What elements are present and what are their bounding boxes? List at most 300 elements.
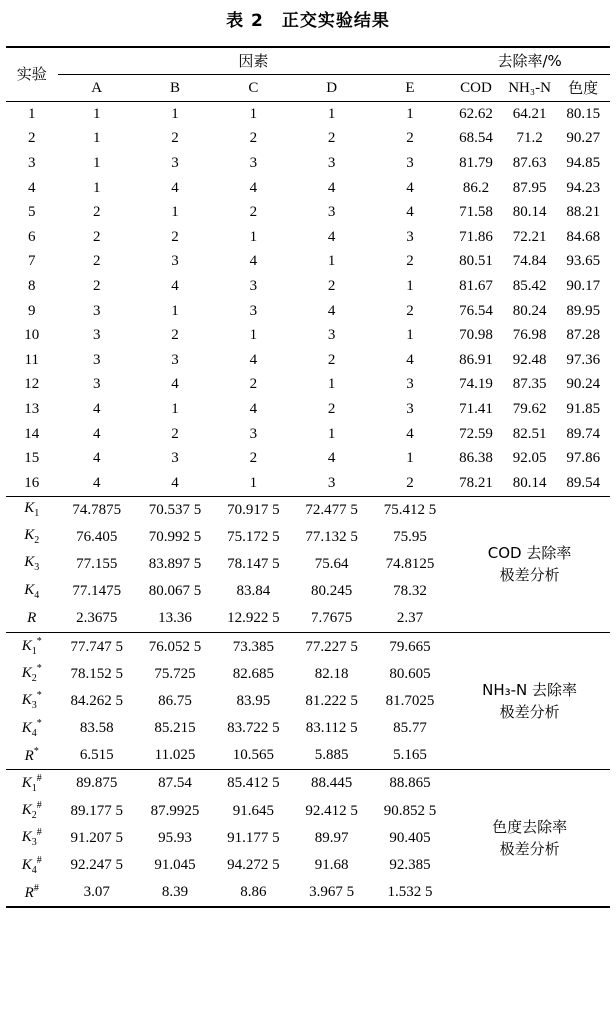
stat-value: 77.747 5	[70, 638, 123, 655]
experiment-number: 2	[28, 130, 36, 147]
table-row	[6, 200, 610, 225]
factor-level: 4	[249, 253, 258, 270]
factor-level: 4	[327, 302, 336, 319]
factor-level: 3	[171, 253, 179, 270]
stat-label	[6, 879, 58, 907]
factor-col-header: D	[326, 79, 338, 96]
stat-symbol: R	[24, 748, 34, 765]
stat-value: 70.917 5	[227, 501, 280, 518]
factor-level: 4	[406, 179, 414, 196]
analysis-label	[449, 496, 610, 633]
factor-level: 1	[92, 105, 101, 122]
factor-level: 2	[171, 130, 179, 147]
factor-level: 1	[249, 327, 258, 344]
stat-value: 70.537 5	[148, 501, 202, 518]
analysis-label-line: NH₃-N 去除率	[482, 681, 578, 700]
stat-value: 91.207 5	[70, 829, 123, 846]
stat-value: 2.3675	[76, 610, 118, 627]
factor-level: 3	[171, 351, 179, 368]
stat-value: 91.645	[232, 802, 274, 819]
stat-value: 78.152 5	[70, 665, 123, 682]
removal-rate: 92.05	[512, 450, 547, 467]
factor-level: 1	[92, 130, 101, 147]
stat-label	[6, 688, 58, 715]
factor-level: 3	[92, 327, 101, 344]
factor-level: 3	[92, 302, 101, 319]
table-title: 表 2 正交实验结果	[226, 11, 390, 31]
removal-rate: 82.51	[512, 425, 547, 442]
factor-level: 4	[406, 351, 414, 368]
stat-superscript: #	[36, 827, 42, 839]
factor-level: 2	[92, 253, 101, 270]
stat-superscript: #	[33, 883, 39, 895]
stat-superscript: #	[36, 800, 42, 812]
stat-symbol: K	[21, 719, 32, 736]
factor-level: 3	[171, 450, 179, 467]
stat-label	[6, 661, 58, 688]
stat-symbol: R	[24, 885, 34, 902]
factor-level: 1	[406, 105, 414, 122]
stat-value: 75.412 5	[383, 501, 437, 518]
removal-rate: 71.58	[459, 204, 493, 221]
stat-subscript: 2	[31, 673, 37, 685]
stat-symbol: K	[21, 692, 32, 709]
stat-subscript: 3	[34, 562, 40, 574]
stat-value: 92.385	[389, 857, 431, 874]
factor-level: 3	[92, 351, 101, 368]
experiment-header: 实验	[6, 47, 58, 102]
factor-level: 1	[249, 105, 258, 122]
removal-rate: 81.79	[459, 154, 493, 171]
removal-rate: 92.48	[512, 351, 547, 368]
removal-rate: 94.85	[566, 154, 601, 171]
removal-rate: 86.91	[459, 351, 493, 368]
stat-superscript: *	[36, 663, 42, 675]
analysis-label-line: 极差分析	[499, 840, 560, 859]
stat-value: 3.07	[83, 884, 110, 901]
stat-label	[6, 770, 58, 798]
factor-level: 3	[406, 376, 414, 393]
stat-superscript: *	[36, 717, 42, 729]
factor-level: 4	[249, 400, 258, 417]
removal-rate: 87.63	[512, 154, 547, 171]
stat-symbol: K	[21, 774, 32, 791]
experiment-number: 11	[24, 351, 39, 368]
stat-value: 89.875	[76, 775, 118, 792]
factor-level: 3	[406, 154, 414, 171]
removal-rate: 76.98	[512, 327, 547, 344]
removal-rate: 89.95	[566, 302, 601, 319]
removal-rate: 91.85	[566, 400, 601, 417]
removal-rate: 88.21	[566, 204, 601, 221]
stat-value: 70.992 5	[148, 528, 202, 545]
stat-value: 78.147 5	[227, 555, 280, 572]
factor-level: 4	[92, 450, 101, 467]
stat-value: 83.58	[79, 720, 114, 737]
stat-subscript: 1	[34, 508, 40, 520]
removal-rate: 87.28	[566, 327, 601, 344]
stat-label	[6, 633, 58, 661]
factor-level: 3	[249, 302, 258, 319]
stat-value: 92.247 5	[70, 857, 123, 874]
experiment-number: 3	[28, 154, 36, 171]
factor-level: 3	[406, 400, 414, 417]
removal-rate: 97.36	[566, 351, 601, 368]
stat-value: 78.32	[393, 583, 427, 600]
factor-col-header: E	[405, 79, 415, 96]
stat-label	[6, 524, 58, 551]
stat-value: 13.36	[158, 610, 192, 627]
removal-col-header: NH₃-N	[508, 79, 551, 96]
factor-level: 4	[249, 179, 258, 196]
table-row	[6, 274, 610, 299]
removal-col-header: COD	[460, 79, 492, 96]
stat-label	[6, 715, 58, 742]
stat-value: 83.84	[236, 583, 271, 600]
stat-subscript: 2	[31, 810, 37, 822]
factor-level: 3	[249, 277, 258, 294]
stat-subscript: 4	[34, 589, 40, 601]
stat-value: 8.39	[161, 884, 189, 901]
stat-value: 95.93	[158, 829, 192, 846]
factor-level: 4	[327, 228, 336, 245]
removal-rate: 90.24	[566, 376, 601, 393]
removal-rate: 90.17	[566, 277, 601, 294]
factor-level: 1	[92, 154, 101, 171]
stat-value: 10.565	[232, 747, 274, 764]
factor-level: 4	[171, 179, 179, 196]
experiment-number: 9	[28, 302, 36, 319]
table-row	[6, 250, 610, 275]
table-row	[6, 323, 610, 348]
removal-rate: 70.98	[459, 327, 493, 344]
factor-level: 2	[327, 277, 336, 294]
stat-value: 5.885	[314, 747, 349, 764]
experiment-number: 8	[28, 277, 36, 294]
stat-subscript: 1	[31, 646, 37, 658]
stat-value: 77.155	[76, 555, 118, 572]
removal-rate: 79.62	[512, 400, 547, 417]
removal-rate: 71.86	[459, 228, 493, 245]
factor-level: 3	[171, 154, 179, 171]
factor-level: 4	[327, 450, 336, 467]
stat-label	[6, 852, 58, 879]
stat-value: 76.405	[76, 528, 118, 545]
removal-rate: 89.74	[566, 425, 601, 442]
table-row	[6, 633, 610, 661]
stat-symbol: K	[24, 554, 35, 571]
experiment-number: 13	[24, 400, 40, 417]
analysis-label-line: 色度去除率	[492, 818, 568, 837]
stat-subscript: 3	[31, 837, 37, 849]
stat-value: 80.605	[389, 665, 431, 682]
factor-col-header: B	[170, 79, 181, 96]
factor-level: 3	[249, 154, 258, 171]
experiment-number: 10	[24, 327, 40, 344]
removal-rate: 64.21	[512, 105, 547, 122]
stat-subscript: 1	[31, 782, 37, 794]
experiment-number: 4	[28, 179, 36, 196]
stat-value: 92.412 5	[305, 802, 358, 819]
removal-rate: 62.62	[459, 105, 493, 122]
factor-level: 1	[406, 450, 414, 467]
table-row	[6, 127, 610, 152]
factor-level: 2	[92, 204, 101, 221]
table-row	[6, 151, 610, 176]
table-row	[6, 422, 610, 447]
factor-level: 4	[171, 376, 179, 393]
analysis-label-line: 极差分析	[499, 703, 560, 722]
removal-rate: 80.14	[512, 204, 547, 221]
stat-value: 87.9925	[150, 802, 200, 819]
stat-value: 77.1475	[72, 583, 122, 600]
table-row	[6, 373, 610, 398]
stat-symbol: K	[21, 665, 32, 682]
removal-rate: 80.14	[512, 474, 547, 491]
factor-level: 4	[92, 474, 101, 491]
removal-rate-header: 去除率/%	[449, 47, 610, 75]
experiment-number: 6	[28, 228, 36, 245]
table-row	[6, 299, 610, 324]
table-row	[6, 770, 610, 798]
stat-value: 80.067 5	[148, 583, 202, 600]
experiment-number: 1	[28, 105, 36, 122]
table-row	[6, 225, 610, 250]
factor-level: 1	[327, 425, 336, 442]
stat-value: 77.227 5	[305, 638, 358, 655]
stat-value: 85.77	[393, 720, 427, 737]
stat-symbol: K	[24, 527, 35, 544]
factor-level: 4	[171, 474, 179, 491]
factor-level: 3	[92, 376, 101, 393]
stat-value: 79.665	[389, 638, 431, 655]
stat-superscript: #	[36, 772, 42, 784]
analysis-label-line: COD 去除率	[487, 544, 572, 563]
stat-symbol: K	[21, 829, 32, 846]
stat-value: 81.7025	[385, 692, 435, 709]
orthogonal-results-table	[6, 46, 610, 908]
experiment-number: 14	[24, 425, 40, 442]
factor-col-header: A	[91, 79, 103, 96]
factor-level: 2	[406, 302, 414, 319]
stat-value: 7.7675	[311, 610, 353, 627]
stat-value: 83.95	[236, 692, 271, 709]
stat-value: 85.412 5	[227, 775, 280, 792]
stat-value: 83.112 5	[305, 720, 358, 737]
factor-level: 4	[249, 351, 258, 368]
stat-value: 86.75	[158, 692, 192, 709]
removal-rate: 76.54	[459, 302, 493, 319]
factor-level: 2	[249, 450, 258, 467]
removal-rate: 80.15	[566, 105, 601, 122]
stat-superscript: *	[36, 690, 42, 702]
stat-value: 76.052 5	[148, 638, 202, 655]
stat-value: 12.922 5	[227, 610, 280, 627]
factor-level: 4	[171, 277, 179, 294]
analysis-label	[449, 633, 610, 770]
stat-value: 75.95	[393, 528, 427, 545]
removal-rate: 94.23	[566, 179, 601, 196]
removal-rate: 87.95	[512, 179, 547, 196]
removal-col-header: 色度	[568, 78, 599, 97]
removal-rate: 81.67	[459, 277, 493, 294]
stat-value: 74.7875	[72, 501, 122, 518]
stat-value: 88.865	[389, 775, 431, 792]
stat-value: 2.37	[396, 610, 424, 627]
factor-level: 2	[327, 400, 336, 417]
factor-level: 4	[92, 425, 101, 442]
removal-rate: 68.54	[459, 130, 493, 147]
factor-level: 3	[327, 474, 336, 491]
removal-rate: 78.21	[459, 474, 493, 491]
table-row	[6, 397, 610, 422]
analysis-label-line: 极差分析	[499, 566, 560, 585]
stat-superscript: #	[36, 854, 42, 866]
factor-level: 2	[171, 228, 179, 245]
stat-value: 91.177 5	[227, 829, 280, 846]
stat-value: 82.18	[314, 665, 349, 682]
factor-level: 2	[327, 351, 336, 368]
stat-symbol: K	[21, 802, 32, 819]
stat-subscript: 2	[34, 535, 40, 547]
stat-value: 11.025	[154, 747, 196, 764]
factor-level: 1	[171, 400, 179, 417]
stat-symbol: R	[27, 610, 37, 627]
stat-value: 77.132 5	[305, 528, 358, 545]
removal-rate: 72.21	[512, 228, 547, 245]
factor-level: 2	[249, 376, 258, 393]
stat-superscript: *	[33, 746, 39, 758]
table-row	[6, 102, 610, 127]
stat-value: 6.515	[79, 747, 114, 764]
removal-rate: 86.2	[462, 179, 490, 196]
factor-level: 1	[171, 302, 179, 319]
stat-value: 91.68	[314, 857, 349, 874]
stat-value: 82.685	[232, 665, 274, 682]
stat-symbol: K	[21, 856, 32, 873]
stat-subscript: 4	[31, 864, 37, 876]
removal-rate: 84.68	[566, 228, 601, 245]
factor-level: 2	[327, 130, 336, 147]
stat-value: 5.165	[393, 747, 427, 764]
table-row	[6, 348, 610, 373]
stat-value: 75.64	[314, 555, 349, 572]
stat-label	[6, 551, 58, 578]
stat-value: 88.445	[311, 775, 353, 792]
stat-subscript: 3	[31, 700, 37, 712]
factor-level: 2	[406, 253, 414, 270]
stat-symbol: K	[24, 500, 35, 517]
experiment-number: 15	[24, 450, 40, 467]
stat-label	[6, 605, 58, 633]
stat-value: 75.172 5	[227, 528, 280, 545]
stat-label	[6, 798, 58, 825]
stat-label	[6, 825, 58, 852]
factor-level: 2	[249, 130, 258, 147]
stat-symbol: K	[21, 638, 32, 655]
stat-value: 91.045	[154, 857, 196, 874]
factor-level: 1	[406, 277, 414, 294]
stat-label	[6, 578, 58, 605]
factor-level: 1	[327, 253, 336, 270]
stat-value: 85.215	[154, 720, 196, 737]
factor-level: 1	[327, 105, 336, 122]
stat-value: 75.725	[154, 665, 196, 682]
factor-level: 4	[92, 400, 101, 417]
removal-rate: 86.38	[459, 450, 493, 467]
factor-level: 3	[249, 425, 258, 442]
factor-level: 4	[406, 204, 414, 221]
removal-rate: 97.86	[566, 450, 601, 467]
factor-level: 1	[92, 179, 101, 196]
factor-level: 1	[249, 474, 258, 491]
factor-col-header: C	[248, 79, 259, 96]
table-row	[6, 446, 610, 471]
removal-rate: 93.65	[566, 253, 601, 270]
factor-level: 2	[171, 425, 179, 442]
factor-level: 2	[92, 277, 101, 294]
stat-value: 81.222 5	[305, 692, 358, 709]
removal-rate: 72.59	[459, 425, 493, 442]
removal-rate: 85.42	[512, 277, 547, 294]
stat-label	[6, 742, 58, 770]
stat-value: 72.477 5	[305, 501, 358, 518]
factor-level: 2	[249, 204, 258, 221]
removal-rate: 80.51	[459, 253, 493, 270]
factor-level: 1	[406, 327, 414, 344]
stat-value: 84.262 5	[70, 692, 123, 709]
experiment-number: 7	[28, 253, 36, 270]
factor-level: 2	[171, 327, 179, 344]
stat-value: 87.54	[158, 775, 192, 792]
factor-level: 2	[406, 130, 414, 147]
stat-value: 73.385	[232, 638, 274, 655]
stat-label	[6, 496, 58, 524]
stat-value: 3.967 5	[309, 884, 355, 901]
removal-rate: 80.24	[512, 302, 547, 319]
stat-value: 80.245	[311, 583, 353, 600]
factor-level: 2	[92, 228, 101, 245]
removal-rate: 71.41	[459, 400, 493, 417]
removal-rate: 90.27	[566, 130, 601, 147]
factor-level: 2	[406, 474, 414, 491]
factor-level: 1	[327, 376, 336, 393]
factor-level: 3	[327, 204, 336, 221]
stat-value: 89.97	[314, 829, 349, 846]
stat-value: 90.852 5	[383, 802, 437, 819]
table-row	[6, 496, 610, 524]
experiment-number: 16	[24, 474, 40, 491]
stat-value: 83.897 5	[148, 555, 202, 572]
factors-header: 因素	[58, 47, 450, 75]
stat-subscript: 4	[31, 727, 37, 739]
removal-rate: 87.35	[512, 376, 547, 393]
stat-value: 94.272 5	[227, 857, 280, 874]
experiment-number: 5	[28, 204, 36, 221]
stat-value: 1.532 5	[387, 884, 433, 901]
removal-rate: 71.2	[516, 130, 543, 147]
stat-value: 8.86	[240, 884, 267, 901]
analysis-label	[449, 770, 610, 907]
experiment-number: 12	[24, 376, 40, 393]
factor-level: 3	[327, 327, 336, 344]
stat-value: 89.177 5	[70, 802, 123, 819]
stat-value: 83.722 5	[227, 720, 280, 737]
table-row	[6, 471, 610, 496]
stat-value: 90.405	[389, 829, 431, 846]
stat-value: 74.8125	[385, 555, 435, 572]
stat-superscript: *	[36, 636, 42, 648]
